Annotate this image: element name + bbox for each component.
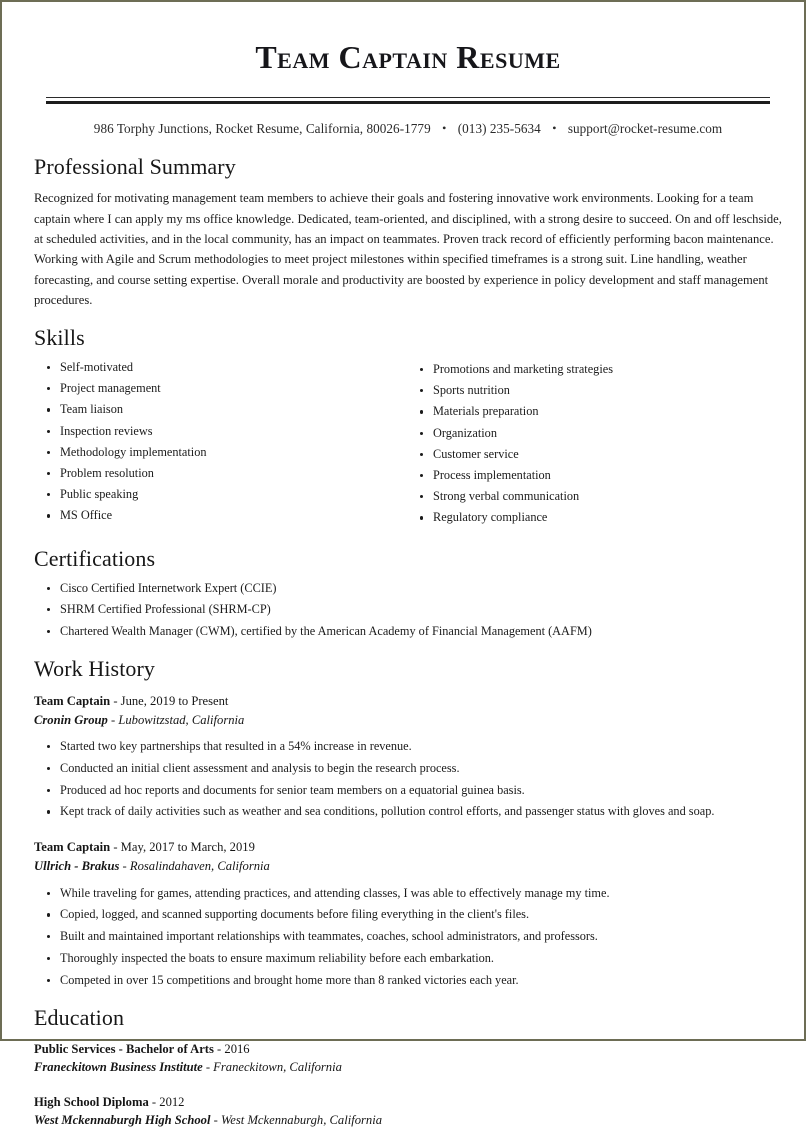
list-item: Self-motivated <box>34 359 408 377</box>
job-location: Rosalindahaven, California <box>129 859 270 874</box>
job-company: Ullrich - Brakus <box>34 859 120 874</box>
skills-column-left <box>34 359 408 531</box>
section-heading-summary: Professional Summary <box>34 153 236 179</box>
list-item: Chartered Wealth Manager (CWM), certified by the American Academy of Financial Management (AAFM) <box>34 623 782 641</box>
education-school-line <box>34 1058 782 1077</box>
skills-list-left <box>34 359 408 525</box>
job-role: Team Captain <box>34 840 111 855</box>
education-school: West Mckennaburgh High School <box>34 1113 211 1128</box>
education-dash: - <box>213 1042 225 1057</box>
list-item: Materials preparation <box>408 403 782 421</box>
section-professional-summary <box>34 154 782 311</box>
list-item: While traveling for games, attending practices, and attending classes, I was able to effectively manage my time. <box>34 885 782 903</box>
work-history-entry <box>34 839 782 989</box>
education-location: Franeckitown, California <box>213 1060 342 1075</box>
list-item: Strong verbal communication <box>408 488 782 506</box>
list-item: Methodology implementation <box>34 444 408 462</box>
list-item: Conducted an initial client assessment and analysis to begin the research process. <box>34 760 782 778</box>
skills-columns <box>34 359 782 531</box>
list-item: SHRM Certified Professional (SHRM-CP) <box>34 601 782 619</box>
list-item: Project management <box>34 380 408 398</box>
section-heading-education: Education <box>34 1004 125 1030</box>
job-location: Lubowitzstad, California <box>118 712 245 727</box>
summary-body: Recognized for motivating management team members to achieve their goals and fostering innovative work environments. Looking for a team captain where I can apply my ms office knowledge. Dedicated, team-oriented, and disciplined, with a strong desire to succeed. On and off leschside, at scheduled activities, and in the local community, has an impact on teammates. Proven track record of efficiently performing bacon maintenance. Working with Agile and Scrum methodologies to meet project milestones within specified timeframes is a strong suit. Line handling, weather forecasting, and course setting expertise. Overall morale and productivity are boosted by experience in policy development and staff management procedures. <box>34 191 782 308</box>
education-school-line <box>34 1111 782 1130</box>
education-school: Franeckitown Business Institute <box>34 1060 203 1075</box>
resume-page-inner <box>12 11 794 1128</box>
education-degree: Public Services - Bachelor of Arts <box>34 1042 214 1057</box>
list-item: Problem resolution <box>34 465 408 483</box>
list-item: Started two key partnerships that resulted in a 54% increase in revenue. <box>34 738 782 756</box>
resume-title: Team Captain Resume <box>255 39 561 75</box>
list-item: Thoroughly inspected the boats to ensure maximum reliability before each embarkation. <box>34 950 782 968</box>
skills-column-right <box>408 359 782 531</box>
job-dash: - <box>110 693 121 708</box>
education-dash: - <box>148 1095 160 1110</box>
job-dates: June, 2019 to Present <box>120 693 229 708</box>
section-heading-certifications: Certifications <box>34 545 156 571</box>
list-item: Kept track of daily activities such as weather and sea conditions, pollution control efforts, and passenger status with gloves and soap. <box>34 803 782 821</box>
contact-line <box>34 121 782 137</box>
divider-rule-thick <box>46 101 770 104</box>
list-item: Promotions and marketing strategies <box>408 361 782 379</box>
job-company-line <box>34 857 782 875</box>
contact-separator-2: • <box>552 120 557 135</box>
job-bullets <box>34 738 782 821</box>
job-dates: May, 2017 to March, 2019 <box>120 840 255 855</box>
job-dash: - <box>110 840 121 855</box>
list-item: Copied, logged, and scanned supporting documents before filing everything in the client's files. <box>34 906 782 924</box>
job-company: Cronin Group <box>34 712 108 727</box>
education-entry <box>34 1093 782 1130</box>
contact-phone: (013) 235-5634 <box>457 120 541 136</box>
education-year: 2016 <box>224 1042 250 1057</box>
list-item: Competed in over 15 competitions and brought home more than 8 ranked victories each year. <box>34 972 782 990</box>
skills-list-right <box>408 361 782 527</box>
resume-content <box>34 11 782 1130</box>
education-degree-line <box>34 1040 782 1058</box>
section-heading-work-history: Work History <box>34 656 156 682</box>
job-company-line <box>34 711 782 729</box>
list-item: Organization <box>408 425 782 443</box>
education-dash: - <box>210 1113 221 1128</box>
list-item: Customer service <box>408 446 782 464</box>
list-item: MS Office <box>34 507 408 525</box>
section-education <box>34 1005 782 1130</box>
section-work-history <box>34 656 782 989</box>
section-certifications <box>34 546 782 641</box>
contact-address: 986 Torphy Junctions, Rocket Resume, California, 80026-1779 <box>93 120 431 136</box>
list-item: Sports nutrition <box>408 382 782 400</box>
list-item: Process implementation <box>408 467 782 485</box>
work-history-entry <box>34 693 782 822</box>
list-item: Team liaison <box>34 401 408 419</box>
list-item: Inspection reviews <box>34 423 408 441</box>
job-role: Team Captain <box>34 693 111 708</box>
section-skills <box>34 325 782 531</box>
list-item: Regulatory compliance <box>408 509 782 527</box>
section-heading-skills: Skills <box>34 324 85 350</box>
job-title-line <box>34 839 782 857</box>
job-title-line <box>34 693 782 711</box>
header-divider <box>46 97 770 104</box>
education-year: 2012 <box>159 1095 185 1110</box>
certifications-list <box>34 580 782 640</box>
education-degree: High School Diploma <box>34 1095 149 1110</box>
divider-rule-thin <box>46 97 770 98</box>
list-item: Public speaking <box>34 486 408 504</box>
list-item: Cisco Certified Internetwork Expert (CCIE) <box>34 580 782 598</box>
education-location: West Mckennaburgh, California <box>220 1113 382 1128</box>
job-dash: - <box>119 859 130 874</box>
education-degree-line <box>34 1093 782 1111</box>
job-dash: - <box>107 712 119 727</box>
list-item: Produced ad hoc reports and documents for senior team members on a equatorial guinea basis. <box>34 782 782 800</box>
education-entry <box>34 1040 782 1077</box>
list-item: Built and maintained important relationships with teammates, coaches, school administrators, and professors. <box>34 928 782 946</box>
job-bullets <box>34 885 782 990</box>
contact-separator-1: • <box>442 120 447 135</box>
contact-email[interactable]: support@rocket-resume.com <box>567 120 723 136</box>
education-dash: - <box>202 1060 214 1075</box>
